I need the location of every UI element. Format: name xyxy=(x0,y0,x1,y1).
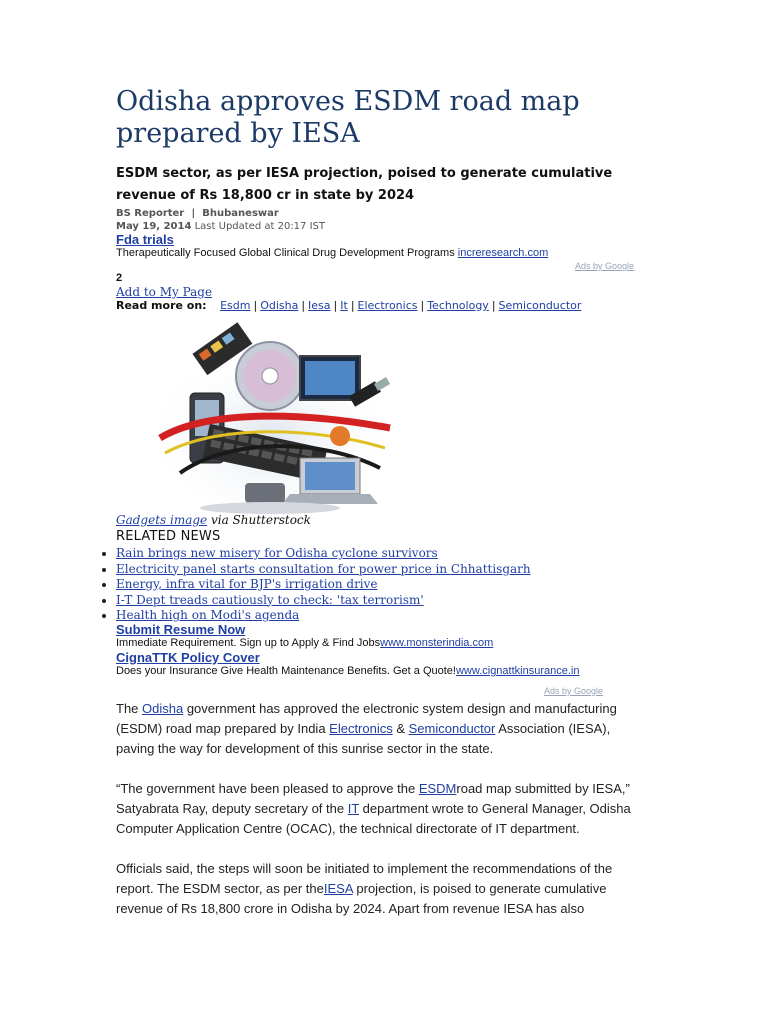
page-number: 2 xyxy=(116,272,123,284)
ad-cignattk-title[interactable]: CignaTTK Policy Cover xyxy=(116,650,260,665)
tag-odisha[interactable]: Odisha xyxy=(260,299,299,312)
related-news-link[interactable]: I-T Dept treads cautiously to check: 'tax terrorism' xyxy=(116,592,424,607)
link-semiconductor[interactable]: Semiconductor xyxy=(408,721,496,736)
link-esdm[interactable]: ESDM xyxy=(418,781,457,796)
byline-reporter: BS Reporter xyxy=(116,208,185,219)
ad-cignattk-text xyxy=(116,665,579,677)
byline xyxy=(116,207,325,233)
related-news-title: RELATED NEWS xyxy=(116,529,221,544)
read-more-tags: Read more on: Esdm | Odisha | Iesa | It | Electronics | Technology | Semiconductor xyxy=(116,299,582,312)
ad-submit-resume-title[interactable]: Submit Resume Now xyxy=(116,622,246,637)
body-paragraph-3: Officials said, the steps will soon be initiated to implement the recommendations of the report. The ESDM sector, as per theIESA projection, is poised to generate cumulative revenue of Rs 18,800 crore in Odisha by 2024. Apart from revenue IESA has also xyxy=(116,861,613,916)
ad-cignattk-description: Does your Insurance Give Health Maintenance Benefits. Get a Quote! xyxy=(116,665,456,677)
ads-by-google-mid[interactable]: Ads by Google xyxy=(544,686,604,696)
gadgets-image xyxy=(150,318,400,516)
ads-by-google-top[interactable]: Ads by Google xyxy=(575,261,635,271)
related-news-link[interactable]: Health high on Modi's agenda xyxy=(116,608,300,622)
related-news-link[interactable]: Energy, infra vital for BJP's irrigation drive xyxy=(116,577,378,591)
ad-submit-resume-text xyxy=(116,637,493,649)
ad-cignattk-link[interactable]: www.cignattkinsurance.in xyxy=(455,665,580,677)
ad-submit-resume-link[interactable]: www.monsterindia.com xyxy=(380,637,494,649)
list-item xyxy=(116,577,531,593)
tag-iesa[interactable]: Iesa xyxy=(308,299,331,312)
list-item xyxy=(116,562,531,578)
link-electronics[interactable]: Electronics xyxy=(329,721,393,736)
tag-esdm[interactable]: Esdm xyxy=(220,299,251,312)
byline-separator: | xyxy=(191,208,196,219)
related-news-link[interactable]: Rain brings new misery for Odisha cyclone survivors xyxy=(116,546,438,560)
article-date: May 19, 2014 xyxy=(116,221,192,232)
image-caption-link[interactable]: Gadgets image xyxy=(116,513,208,527)
tag-it[interactable]: It xyxy=(340,299,348,312)
ad-submit-resume-description: Immediate Requirement. Sign up to Apply & Find Jobs xyxy=(116,637,381,649)
body-paragraph-1: The Odisha government has approved the electronic system design and manufacturing (ESDM) road map prepared by India Electronics & Semiconductor Association (IESA), paving the way for development of this sunrise sector in the state. xyxy=(116,701,617,756)
link-it[interactable]: IT xyxy=(347,801,360,816)
related-news-link[interactable]: Electricity panel starts consultation for power price in Chhattisgarh xyxy=(116,561,531,576)
ad-fda-trials-link[interactable]: increresearch.com xyxy=(457,247,549,259)
article-headline: Odisha approves ESDM road map prepared by IESA xyxy=(116,86,580,149)
image-caption-credit: via Shutterstock xyxy=(207,513,311,527)
ad-fda-trials-title[interactable]: Fda trials xyxy=(116,232,174,247)
tag-semiconductor[interactable]: Semiconductor xyxy=(498,299,582,312)
list-item xyxy=(116,546,531,562)
tag-technology[interactable]: Technology xyxy=(427,299,489,312)
body-paragraph-2: “The government have been pleased to approve the ESDMroad map submitted by IESA,” Satyabrata Ray, deputy secretary of the IT department wrote to General Manager, Odisha Computer Application Centre (OCAC), the technical directorate of IT department. xyxy=(116,781,631,836)
byline-city: Bhubaneswar xyxy=(202,208,279,219)
ad-fda-trials-description: Therapeutically Focused Global Clinical Drug Development Programs xyxy=(116,247,458,259)
image-caption xyxy=(116,513,311,527)
tag-electronics[interactable]: Electronics xyxy=(357,299,418,312)
ad-fda-trials-text xyxy=(116,247,548,259)
read-more-label: Read more on: xyxy=(116,299,207,312)
add-to-my-page-link[interactable]: Add to My Page xyxy=(116,285,213,299)
related-news-list xyxy=(90,546,531,624)
article-updated: Last Updated at 20:17 IST xyxy=(194,221,325,232)
article-body xyxy=(116,699,646,939)
link-iesa[interactable]: IESA xyxy=(323,881,353,896)
article-deck: ESDM sector, as per IESA projection, poised to generate cumulative revenue of Rs 18,800 cr in state by 2024 xyxy=(116,166,613,203)
link-odisha[interactable]: Odisha xyxy=(142,701,184,716)
list-item xyxy=(116,593,531,609)
